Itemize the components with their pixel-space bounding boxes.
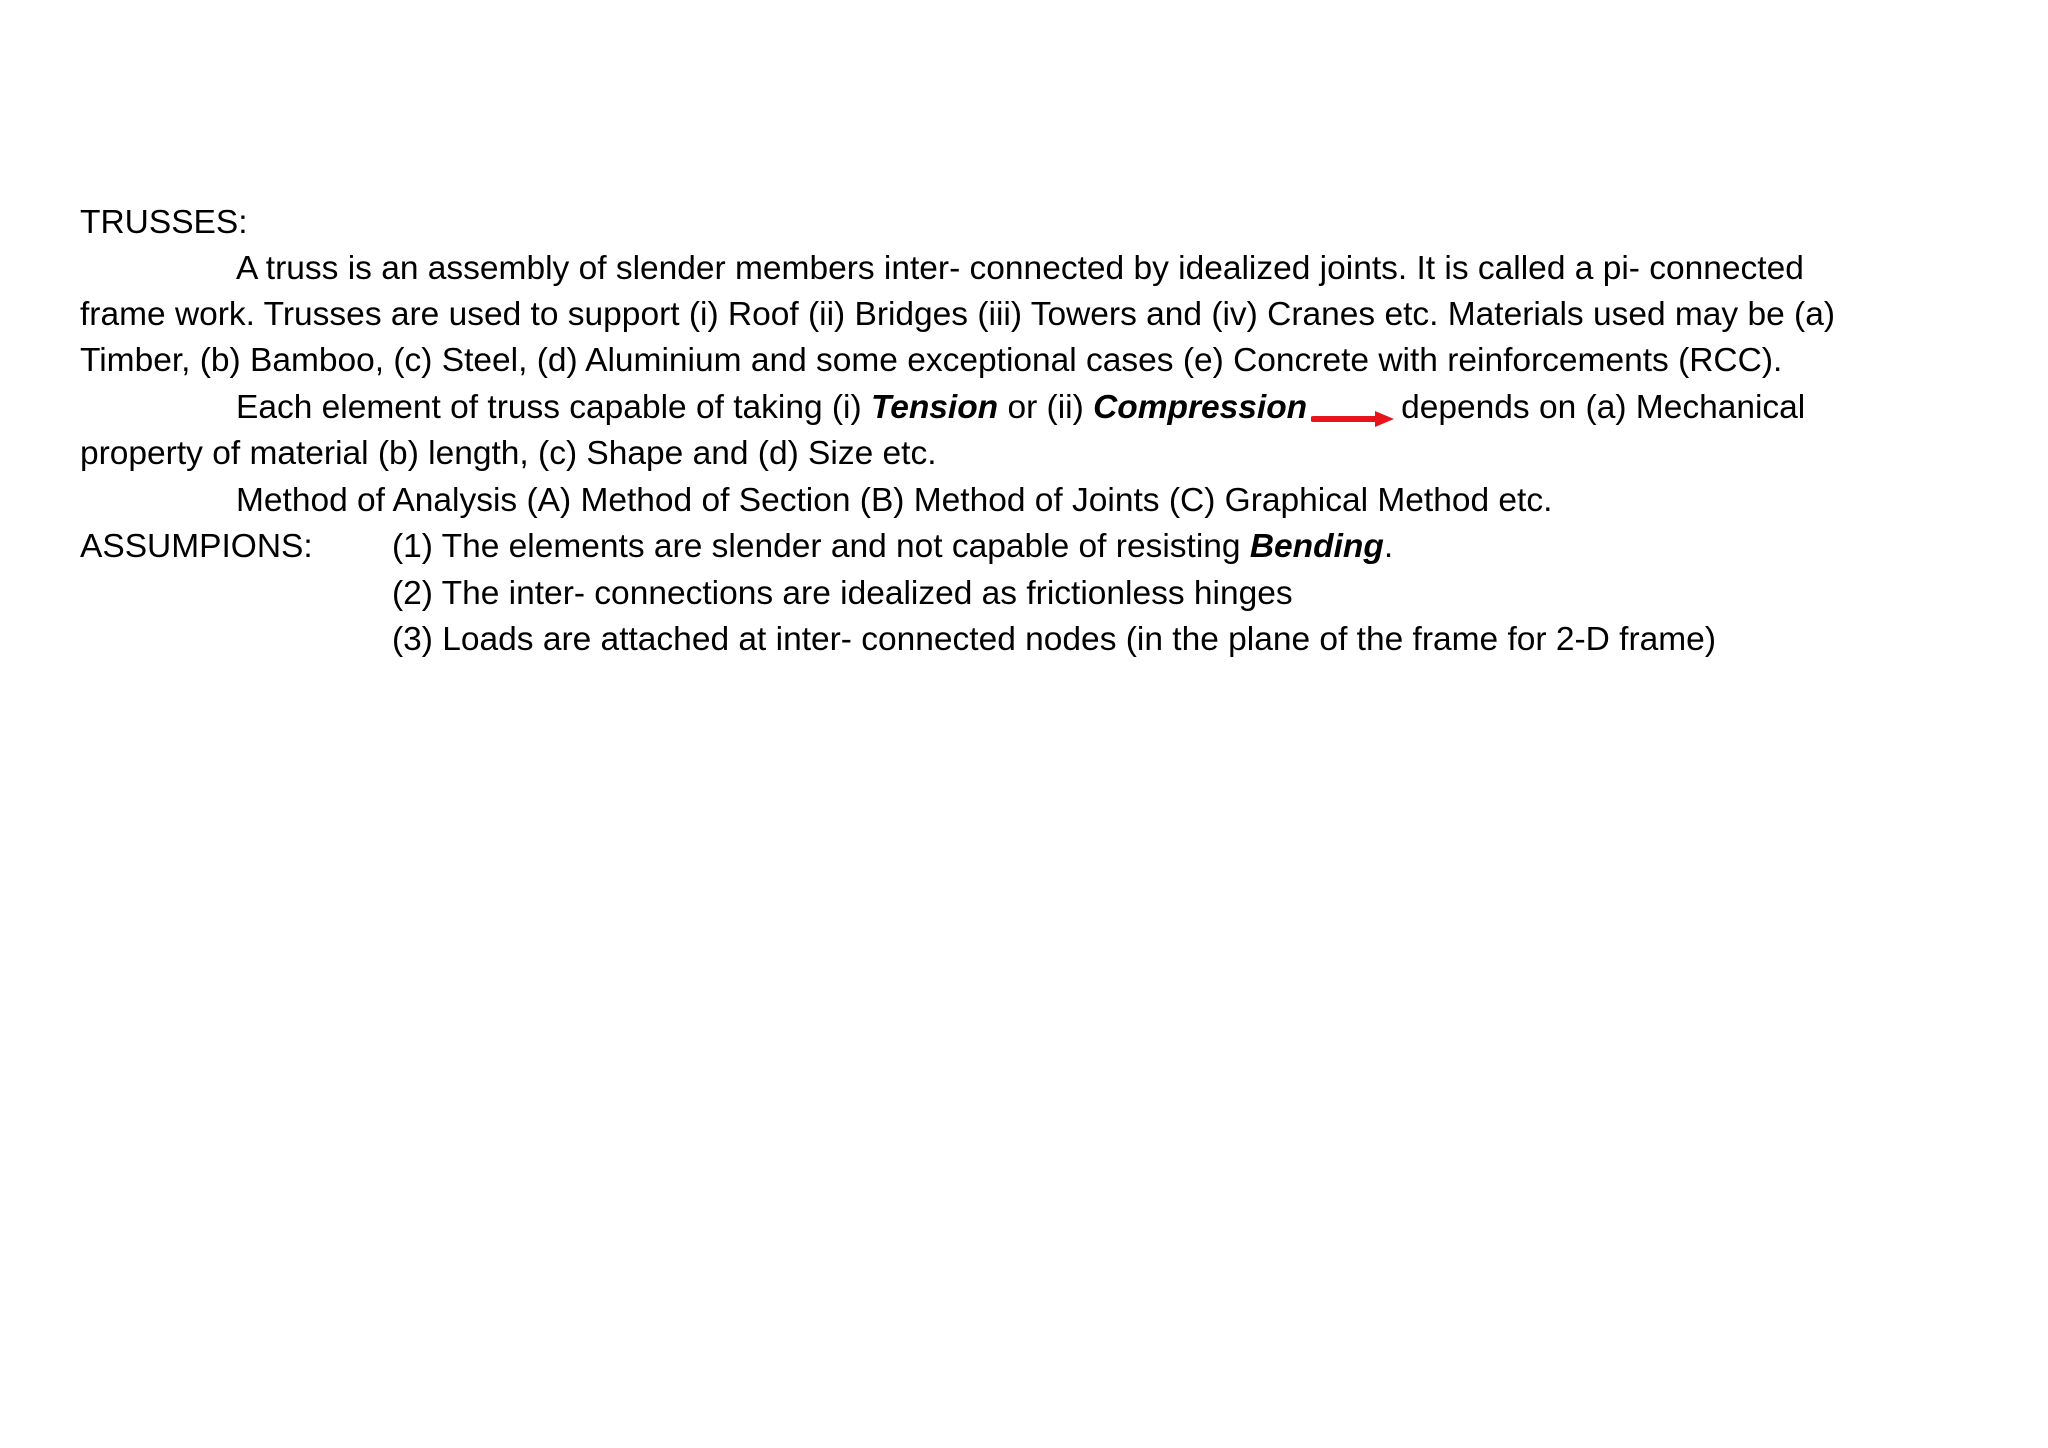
assumption-item-3: (3) Loads are attached at inter- connected nodes (in the plane of the frame for 2-D frame) [392,621,1716,658]
paragraph-2-suffix: depends on (a) Mechanical [1401,389,1806,426]
assumption-1-prefix: (1) The elements are slender and not capable of resisting [392,528,1250,565]
paragraph-2-prefix: Each element of truss capable of taking (i) [236,389,871,426]
paragraph-3: Method of Analysis (A) Method of Section (B) Method of Joints (C) Graphical Method etc. [236,482,1553,519]
tension-term: Tension [870,389,999,426]
assumption-1-suffix: . [1383,528,1394,565]
assumption-item-2: (2) The inter- connections are idealized as frictionless hinges [392,575,1293,612]
assumptions-label: ASSUMPIONS: [80,528,313,565]
paragraph-2-middle: or (ii) [998,389,1094,426]
right-arrow-icon [1311,396,1395,416]
compression-term: Compression [1093,389,1308,426]
paragraph-1-line-1: A truss is an assembly of slender members inter- connected by idealized joints. It is called a pi- connected [236,250,1804,287]
paragraph-1-line-2: frame work. Trusses are used to support (i) Roof (ii) Bridges (iii) Towers and (iv) Cranes etc. Materials used may be (a) [80,296,1836,333]
bending-term: Bending [1249,528,1384,565]
arrow-head [1375,411,1394,427]
paragraph-1-line-3: Timber, (b) Bamboo, (c) Steel, (d) Aluminium and some exceptional cases (e) Concrete with reinforcements (RCC). [80,342,1783,379]
paragraph-2-line-2: property of material (b) length, (c) Shape and (d) Size etc. [80,435,937,472]
paragraph-2-line-1 [236,385,1805,431]
section-heading: TRUSSES: [80,204,248,241]
assumption-item-1 [392,524,1393,570]
